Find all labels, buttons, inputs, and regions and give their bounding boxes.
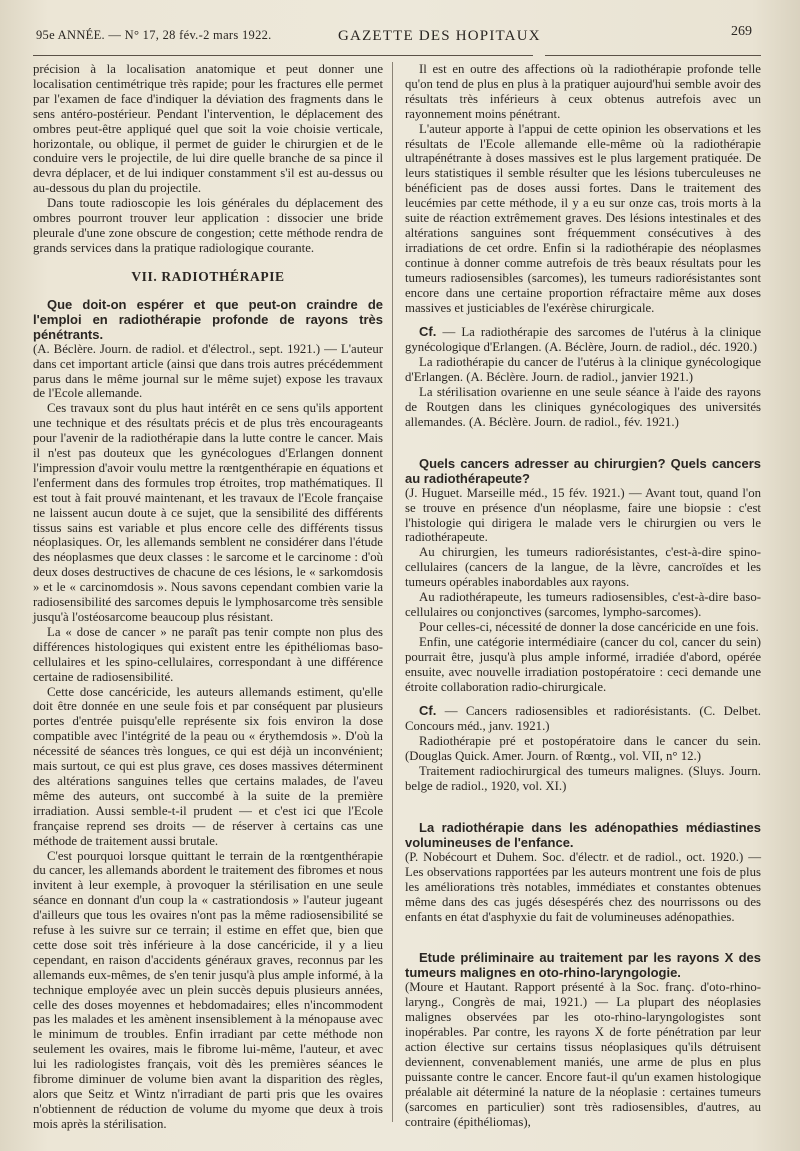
article-reference: (J. Huguet. Marseille méd., 15 fév. 1921.) — Avant tout, quand l'on se trouve en présence d'un néoplasme, faire une biopsie : c'est l'histologie qui dirigera le malade vers le chirurgien ou vers le radiothérapeute. — [405, 485, 761, 545]
article-reference: (A. Béclère. Journ. de radiol. et d'électrol., sept. 1921.) — L'auteur dans cet important article (ainsi que dans trois autres précédemment parus dans le même journal sur le même sujet) expose les travaux de l'Ecole allemande. — [33, 341, 383, 401]
cf-entry — [405, 704, 761, 734]
spacer — [405, 794, 761, 810]
paragraph: Ces travaux sont du plus haut intérêt en ce sens qu'ils apportent une technique et des résultats précis et de plus très encourageants pour l'avenir de la radiothérapie dans la lutte contre le cancer. Mais il n'est pas douteux que les gynécologues d'Erlangen donnent l'impression d'avoir voulu mettre la rœntgenthérapie en équations et l'enferment dans des formules trop étroites, trop mathématiques. Il est tout à fait prouvé maintenant, et les travaux de l'Ecole française ne laissent aucun doute à ce sujet, que la sensibilité des différents tissus sains est variable et plus encore celle des différents tissus néoplasiques. Or, les allemands semblent ne considérer dans l'étude des néoplasmes que deux classes : le sarcome et le carcinome : d'où deux doses destructives de chacune de ces lésions, le « sarkomdosis » et le « carcinomdosis ». Nous savons cependant combien varie la radiosensibilité des sarcomes depuis le lymphosarcome très sensible jusqu'à l'ostéosarcome beaucoup plus résistant. — [33, 401, 383, 624]
spacer — [405, 924, 761, 940]
cf-label: Cf. — [419, 703, 437, 719]
spacer — [405, 430, 761, 446]
header-rule — [33, 55, 533, 56]
article-title: Etude préliminaire au traitement par les rayons X des tumeurs malignes en oto-rhino-laryngologie. — [405, 950, 761, 981]
article-title: La radiothérapie dans les adénopathies médiastines volumineuses de l'enfance. — [405, 819, 761, 850]
paragraph: Cette dose cancéricide, les auteurs allemands estiment, qu'elle doit être donnée en une seule fois et par conséquent par plusieurs portes d'entrée puisqu'elle représente six fois environ la dose compatible avec l'intégrité de la peau ou « érythemdosis ». D'où la nécessité de séances très longues, ce qui est déjà un inconvénient; mais surtout, ce qui est plus grave, ces doses massives déterminent des altérations sanguines telles que certains malades, de l'aveu même des auteurs, ont succombé à la suite de la première irradiation. Aussi semble-t-il prudent — et c'est ici que l'Ecole française reprend ses droits — de réserver à certains cas une méthode de traitement aussi brutale. — [33, 684, 383, 848]
cf-label: Cf. — [419, 324, 437, 340]
paragraph: précision à la localisation anatomique et peut donner une localisation centimétrique très rapide; pour les fractures elle permet par l'examen de face d'indiquer la déviation des fragments dans le sens antéro-postérieur. Pendant l'intervention, le déplacement des ombres peut-être appliqué quel que soit la voie choisie verticale, horizontale, ou oblique, il permet de guider le chirurgien et de le conduire vers le projectile, de lui dire quelle branche de sa pince il devra déplacer, et de lui indiquer constamment s'il est au-dessus ou au-dessous du plan du projectile. — [33, 62, 383, 196]
paragraph: Au radiothérapeute, les tumeurs radiosensibles, c'est-à-dire baso-cellulaires ou conjonctives (sarcomes, lympho-sarcomes). — [405, 590, 761, 619]
article-reference: (Moure et Hautant. Rapport présenté à la Soc. franç. d'oto-rhino-laryng., Congrès de mai, 1921.) — La plupart des néoplasies malignes observées par les oto-rhino-laryngologistes sont inopérables. Par contre, les rayons X de forte pénétration par leur action élective sur certains tissus néoplasiques qu'ils détruisent deviennent, convenablement maniés, une arme de plus en plus puissante contre le cancer. Encore faut-il qu'un examen histologique préalable ait déterminé la nature de la néoplasie : certaines tumeurs (sarcomes en particulier) sont très radiosensibles, d'autres, au contraire (épithéliomas), — [405, 980, 761, 1129]
cf-entry — [405, 325, 761, 355]
column-divider — [392, 62, 393, 1122]
article-title: Quels cancers adresser au chirurgien? Quels cancers au radiothérapeute? — [405, 455, 761, 486]
page-number: 269 — [731, 24, 752, 39]
paragraph: La radiothérapie du cancer de l'utérus à la clinique gynécologique d'Erlangen. (A. Béclère. Journ. de radiol., janvier 1921.) — [405, 355, 761, 385]
journal-title: GAZETTE DES HOPITAUX — [338, 28, 541, 44]
issue-info: 95e ANNÉE. — N° 17, 28 fév.-2 mars 1922. — [36, 28, 272, 42]
section-heading: VII. RADIOTHÉRAPIE — [131, 268, 285, 284]
paragraph: La « dose de cancer » ne paraît pas tenir compte non plus des différences histologiques qui existent entre les épithéliomas baso-cellulaires et les spino-cellulaires, correspondant à une différence certaine de radiosensibilité. — [33, 624, 383, 684]
header-rule-right — [545, 55, 761, 56]
paragraph: Pour celles-ci, nécessité de donner la dose cancéricide en une fois. — [419, 619, 759, 634]
right-column — [405, 62, 761, 1129]
spacer — [405, 694, 761, 704]
paragraph: Dans toute radioscopie les lois générales du déplacement des ombres pourront trouver leur application : dissocier une bride pleurale d'une zone obscure de congestion; cette méthode rendra de grands services dans la pratique radiologique courante. — [33, 196, 383, 255]
article-reference: (P. Nobécourt et Duhem. Soc. d'électr. et de radiol., oct. 1920.) — Les observations rapportées par les auteurs montrent une fois de plus les améliorations très notables, immédiates et constantes obtenues même dans des cas jugés désespérés chez des nourrissons ou des enfants en état d'asphyxie du fait de volumineuses adénopathies. — [405, 849, 761, 924]
left-column — [33, 62, 383, 1132]
page-header — [36, 24, 752, 48]
paragraph: Au chirurgien, les tumeurs radiorésistantes, c'est-à-dire spino-cellulaires (cancers de la langue, de la lèvre, cancroïdes et les tumeurs opérables inabordables aux rayons. — [405, 545, 761, 590]
paragraph: Il est en outre des affections où la radiothérapie profonde telle qu'on tend de plus en plus à la pratiquer aujourd'hui semble avoir des résultats très inférieurs à ceux obtenus autrefois avec un rayonnement moins pénétrant. — [405, 62, 761, 121]
paragraph: L'auteur apporte à l'appui de cette opinion les observations et les résultats de l'Ecole allemande elle-même où la radiothérapie ultrapénétrante à doses massives est le plus largement pratiquée. De leurs statistiques il semble résulter que les lésions tuberculeuses ne bénéficient pas de doses aussi fortes. Dans le traitement des leucémies par cette méthode, il y a eu sur onze cas, trois morts à la suite de réaction extrêmement graves. Des lésions intestinales et des altérations sanguines sont fréquemment consécutives à des irradiations de cet ordre. Enfin si la radiothérapie des néoplasmes continue à donner comme autrefois de très beaux résultats pour les tumeurs radiosensibles (sarcomes), les tumeurs radiorésistantes sont encore dans une certaine proportion réfractaire même aux doses massives et justiciables de l'exérèse chirurgicale. — [405, 121, 761, 315]
paragraph: Traitement radiochirurgical des tumeurs malignes. (Sluys. Journ. belge de radiol., 1920, vol. XI.) — [405, 764, 761, 793]
cf-text: — La radiothérapie des sarcomes de l'utérus à la clinique gynécologique d'Erlangen. (A. Béclère, Journ. de radiol., déc. 1920.) — [405, 325, 761, 355]
article-title: Que doit-on espérer et que peut-on craindre de l'emploi en radiothérapie profonde de rayons très pénétrants. — [33, 296, 383, 342]
paragraph: Radiothérapie pré et postopératoire dans le cancer du sein. (Douglas Quick. Amer. Journ. of Rœntg., vol. VII, n° 12.) — [405, 734, 761, 764]
spacer — [405, 315, 761, 325]
paragraph: Enfin, une catégorie intermédiaire (cancer du col, cancer du sein) pourrait être, jusqu'à plus ample informé, irradiée d'abord, opérée ensuite, avec nouvelle irradiation postopératoire : ceci demande une étroite collaboration radio-chirurgicale. — [405, 634, 761, 694]
paragraph: La stérilisation ovarienne en une seule séance à l'aide des rayons de Routgen dans les cliniques gynécologiques des universités allemandes. (A. Béclère. Journ. de radiol., fév. 1921.) — [405, 385, 761, 429]
cf-text: — Cancers radiosensibles et radiorésistants. (C. Delbet. Concours méd., janv. 1921.) — [405, 704, 761, 734]
paragraph: C'est pourquoi lorsque quittant le terrain de la rœntgenthérapie du cancer, les allemands abordent le traitement des fibromes et nous invitent à leur exemple, à provoquer la stérilisation en une seule séance en donnant d'un coup la « castrationdosis » l'auteur jugeant d'ailleurs que tous les ovaires n'ont pas la même radiosensibilité se refuse à les suivre sur ce terrain; il estime en effet que, bien que cette dose soit très inférieure à la dose cancéricide, il y a lieu cependant, en raison d'accidents généraux graves, reconnus par les allemands eux-mêmes, de s'en tenir jusqu'à plus ample informé, à la technique employée avec un plein succès depuis plusieurs années, celle des doses moyennes et hebdomadaires; elles n'incommodent pas les malades et les amènent insensiblement à la ménopause avec le minimum de troubles. Enfin irradiant par cette méthode non seulement les ovaires, mais le fibrome lui-même, l'auteur, et avec lui les radiologistes français, voit dès les premières séances le fibrome diminuer de volume bien avant la disparition des règles, alors que Seitz et Wintz n'irradiant de parti pris que les ovaires n'obtiennent de réduction de volume du myome que deux à trois mois après la stérilisation. — [33, 848, 383, 1131]
